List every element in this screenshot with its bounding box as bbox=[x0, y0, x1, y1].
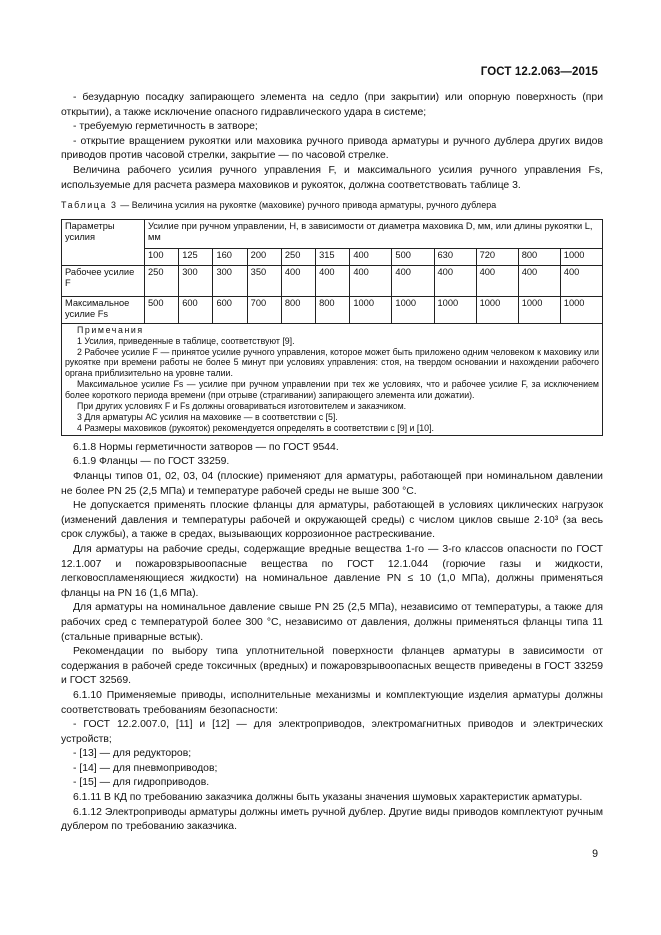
value-cell: 400 bbox=[560, 265, 602, 296]
paragraph: Для арматуры на рабочие среды, содержащие вредные вещества 1-го — 3-го классов опасности по ГОСТ 12.1.007 и пожаровзрывоопасные вещества по ГОСТ 12.1.044 (горючие газы и жидкости, легковоспламеняющиеся жидкости) на номинальное давление PN ≤ 10 (1,0 МПа), должны применяться фланцы на PN 16 (1,6 МПа). bbox=[61, 543, 603, 599]
diameter-cell: 125 bbox=[179, 248, 213, 265]
page-number: 9 bbox=[592, 848, 598, 860]
list-item: - [15] — для гидроприводов. bbox=[73, 777, 210, 789]
note-item: 1 Усилия, приведенные в таблице, соответствуют [9]. bbox=[77, 335, 295, 346]
value-cell: 400 bbox=[392, 265, 434, 296]
diameter-cell: 200 bbox=[247, 248, 281, 265]
param-header: Параметры усилия bbox=[62, 219, 145, 265]
value-cell: 400 bbox=[281, 265, 315, 296]
table-notes bbox=[62, 323, 603, 435]
paragraph: 6.1.10 Применяемые приводы, исполнительные механизмы и комплектующие изделия арматуры должны соответствовать требованиям безопасности: bbox=[61, 689, 603, 716]
list-item: - ГОСТ 12.2.007.0, [11] и [12] — для электроприводов, электромагнитных приводов и электрических устройств; bbox=[61, 719, 603, 745]
value-cell: 300 bbox=[179, 265, 213, 296]
value-cell: 600 bbox=[179, 296, 213, 323]
paragraph: 6.1.12 Электроприводы арматуры должны иметь ручной дублер. Другие виды приводов комплектуют ручным дублером по требованию заказчика. bbox=[61, 806, 603, 833]
paragraph: 6.1.8 Нормы герметичности затворов — по ГОСТ 9544. bbox=[73, 441, 339, 453]
row-label: Рабочее усилие F bbox=[62, 265, 145, 296]
paragraph: Для арматуры на номинальное давление свыше PN 25 (2,5 МПа), независимо от температуры, а также для рабочих сред с температурой более 300 °C, независимо от давления, должны применяться фланцы типа 11 (стальные приварные встык). bbox=[61, 602, 603, 643]
paragraph: 6.1.9 Фланцы — по ГОСТ 33259. bbox=[73, 456, 230, 468]
diameter-cell: 630 bbox=[434, 248, 476, 265]
value-cell: 300 bbox=[213, 265, 247, 296]
value-cell: 1000 bbox=[560, 296, 602, 323]
value-cell: 800 bbox=[281, 296, 315, 323]
value-cell: 800 bbox=[316, 296, 350, 323]
notes-title: Примечания bbox=[77, 324, 144, 335]
group-header: Усилие при ручном управлении, Н, в зависимости от диаметра маховика D, мм, или длины рукоятки L, мм bbox=[145, 219, 603, 248]
paragraph: 6.1.11 В КД по требованию заказчика должны быть указаны значения шумовых характеристик арматуры. bbox=[73, 792, 583, 804]
notes-row bbox=[62, 323, 603, 435]
diameter-cell: 800 bbox=[518, 248, 560, 265]
table-row bbox=[62, 265, 603, 296]
value-cell: 700 bbox=[247, 296, 281, 323]
diameter-cell: 250 bbox=[281, 248, 315, 265]
value-cell: 1000 bbox=[518, 296, 560, 323]
note-item: 2 Рабочее усилие F — принятое усилие ручного управления, которое может быть приложено одним человеком к маховику или рукоятке при времени работы не более 5 минут при условиях управления: стоя, на твердом основании и нахождении рабочего органа приблизительно на уровне талии. bbox=[65, 346, 599, 379]
note-item: При других условиях F и Fs должны оговариваться изготовителем и заказчиком. bbox=[77, 401, 407, 412]
value-cell: 1000 bbox=[434, 296, 476, 323]
diameter-cell: 500 bbox=[392, 248, 434, 265]
diameter-cell: 100 bbox=[145, 248, 179, 265]
paragraph: Фланцы типов 01, 02, 03, 04 (плоские) применяют для арматуры, работающей при номинальном давлении не более PN 25 (2,5 МПа) и температуре рабочей среды не выше 300 °C. bbox=[61, 471, 603, 497]
note-item: 4 Размеры маховиков (рукояток) рекомендуется определять в соответствии с [9] и [10]. bbox=[77, 422, 434, 433]
force-table bbox=[61, 219, 603, 436]
value-cell: 1000 bbox=[350, 296, 392, 323]
row-label: Максимальное усилие Fs bbox=[62, 296, 145, 323]
value-cell: 400 bbox=[316, 265, 350, 296]
value-cell: 1000 bbox=[476, 296, 518, 323]
table-caption-label: Таблица 3 bbox=[61, 200, 118, 211]
value-cell: 600 bbox=[213, 296, 247, 323]
diameter-cell: 1000 bbox=[560, 248, 602, 265]
table-caption-text: — Величина усилия на рукоятке (маховике) ручного привода арматуры, ручного дублера bbox=[120, 200, 497, 211]
value-cell: 1000 bbox=[392, 296, 434, 323]
value-cell: 250 bbox=[145, 265, 179, 296]
note-item: 3 Для арматуры АС усилия на маховике — в соответствии с [5]. bbox=[77, 412, 338, 422]
list-item: - [13] — для редукторов; bbox=[73, 748, 192, 760]
diameter-cell: 720 bbox=[476, 248, 518, 265]
table-row bbox=[62, 296, 603, 323]
diameter-cell: 400 bbox=[350, 248, 392, 265]
paragraph: - открытие вращением рукоятки или маховика ручного привода арматуры и ручного дублера других видов приводов против часовой стрелки, закрытие — по часовой стрелке. bbox=[61, 135, 603, 162]
note-item: Максимальное усилие Fs — усилие при ручном управлении при тех же условиях, что и рабочее усилие F, за исключением более короткого периода времени (при отрыве (страгивании) запирающего элемента или дожатии). bbox=[65, 379, 599, 401]
table-header-row bbox=[62, 219, 603, 248]
value-cell: 350 bbox=[247, 265, 281, 296]
list-item: - [14] — для пневмоприводов; bbox=[73, 762, 218, 774]
paragraph: Не допускается применять плоские фланцы для арматуры, работающей в условиях циклических нагрузок (изменений давления и температуры рабочей и окружающей среды) с числом циклов свыше 2·10³ (за весь срок службы), а также в средах, вызывающих коррозионное растрескивание. bbox=[61, 500, 603, 541]
standard-header: ГОСТ 12.2.063—2015 bbox=[480, 66, 598, 78]
value-cell: 400 bbox=[434, 265, 476, 296]
paragraph: Рекомендации по выбору типа уплотнительной поверхности фланцев арматуры в зависимости от содержания в рабочей среде токсичных (вредных) и пожаровзрывоопасных веществ приведены в ГОСТ 33259 и ГОСТ 32569. bbox=[61, 646, 603, 687]
diameter-cell: 315 bbox=[316, 248, 350, 265]
value-cell: 400 bbox=[518, 265, 560, 296]
table-caption bbox=[61, 198, 603, 213]
paragraph: Величина рабочего усилия ручного управления F, и максимального усилия ручного управления Fs, используемые для расчета размера маховиков и рукояток, должна соответствовать таблице 3. bbox=[61, 164, 603, 191]
value-cell: 500 bbox=[145, 296, 179, 323]
value-cell: 400 bbox=[476, 265, 518, 296]
paragraph: - требуемую герметичность в затворе; bbox=[73, 121, 258, 133]
page-body bbox=[61, 91, 603, 835]
diameter-cell: 160 bbox=[213, 248, 247, 265]
value-cell: 400 bbox=[350, 265, 392, 296]
paragraph: - безударную посадку запирающего элемента на седло (при закрытии) или опорную поверхность (при открытии), а также исключение опасного гидравлического удара в системе; bbox=[61, 92, 603, 118]
